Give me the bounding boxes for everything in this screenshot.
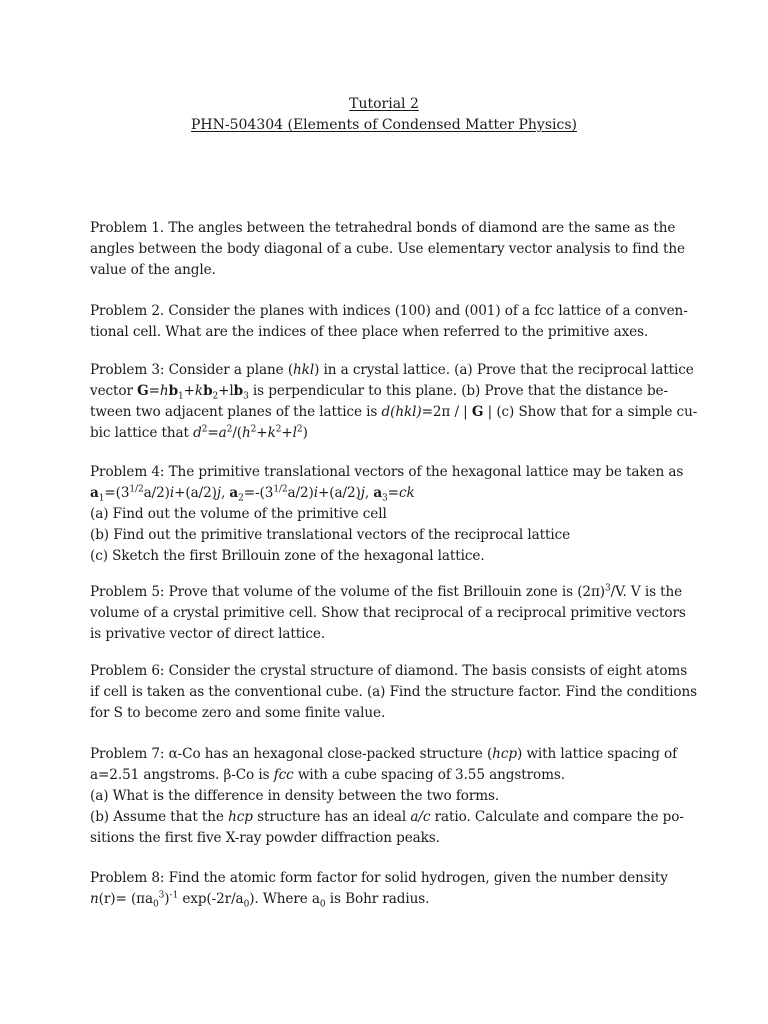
problem-3-line-3: tween two adjacent planes of the lattice is d(hkl)=2π / | G | (c) Show that for a simple cu- — [90, 404, 698, 420]
problem-2 — [90, 301, 688, 343]
problem-1-line-1: Problem 1. The angles between the tetrahedral bonds of diamond are the same as the — [90, 220, 676, 236]
problem-2-line-2: tional cell. What are the indices of thee place when referred to the primitive axes. — [90, 324, 649, 340]
problem-2-line-1: Problem 2. Consider the planes with indices (100) and (001) of a fcc lattice of a conven- — [90, 303, 688, 319]
problem-7-part-a: (a) What is the difference in density between the two forms. — [90, 788, 500, 804]
problem-4 — [90, 462, 684, 567]
problem-6-line-3: for S to become zero and some finite value. — [90, 705, 386, 721]
problem-3-line-2: vector $G=hb_1+kb_2+lb_3$ is perpendicular to this plane. (b) Prove that the distance be- — [90, 383, 668, 402]
problem-5-line-2: volume of a crystal primitive cell. Show that reciprocal of a reciprocal primitive vectors — [90, 605, 686, 621]
problem-5-line-3: is privative vector of direct lattice. — [90, 626, 326, 642]
problem-6-line-1: Problem 6: Consider the crystal structure of diamond. The basis consists of eight atoms — [90, 663, 688, 679]
problem-4-part-b: (b) Find out the primitive translational vectors of the reciprocal lattice — [90, 527, 571, 543]
problem-5 — [90, 582, 686, 645]
problem-8-line-2: $n(r)= (\pi a_0^3)^{-1}$ $\exp(-2r/a_0)$. Where $a_0$ is Bohr radius. — [90, 890, 430, 910]
document-header — [0, 94, 768, 136]
problem-3 — [90, 360, 698, 444]
tutorial-title: Tutorial 2 — [349, 96, 419, 112]
problem-6 — [90, 661, 698, 724]
problem-1-line-2: angles between the body diagonal of a cube. Use elementary vector analysis to find the — [90, 241, 685, 257]
problem-3-line-4: bic lattice that $d^2=a^2/(h^2+k^2+l^2)$ — [90, 424, 308, 441]
problem-7-line-5: sitions the first five X-ray powder diffraction peaks. — [90, 830, 440, 846]
problem-3-line-1: Problem 3: Consider a plane (hkl) in a crystal lattice. (a) Prove that the reciprocal lattice — [90, 362, 694, 378]
problem-1-line-3: value of the angle. — [90, 262, 216, 278]
problem-4-line-1: Problem 4: The primitive translational vectors of the hexagonal lattice may be taken as — [90, 464, 684, 480]
problem-7-part-b: (b) Assume that the hcp structure has an ideal a/c ratio. Calculate and compare the po- — [90, 809, 684, 825]
problem-7 — [90, 744, 684, 849]
problem-7-line-1: Problem 7: α-Co has an hexagonal close-packed structure (hcp) with lattice spacing of — [90, 746, 678, 762]
course-title: PHN-504304 (Elements of Condensed Matter Physics) — [190, 117, 577, 133]
problem-8-line-1: Problem 8: Find the atomic form factor for solid hydrogen, given the number density — [90, 870, 668, 886]
problem-8 — [90, 868, 680, 910]
problem-4-part-a: (a) Find out the volume of the primitive cell — [90, 506, 387, 522]
problem-1 — [90, 218, 685, 281]
problem-7-line-2: a=2.51 angstroms. β-Co is fcc with a cube spacing of 3.55 angstroms. — [90, 767, 565, 783]
problem-5-line-1: Problem 5: Prove that volume of the volume of the fist Brillouin zone is $(2\pi)^3/V$. V is the — [90, 583, 683, 600]
problem-6-line-2: if cell is taken as the conventional cube. (a) Find the structure factor. Find the conditions — [90, 684, 698, 700]
problem-4-part-c: (c) Sketch the first Brillouin zone of the hexagonal lattice. — [90, 548, 485, 564]
problem-4-vectors: $a_1=(3^{1/2}a/2)i+(a/2)j$, $a_2=-(3^{1/2}a/2)i+(a/2)j$, $a_3=ck$ — [90, 484, 415, 504]
